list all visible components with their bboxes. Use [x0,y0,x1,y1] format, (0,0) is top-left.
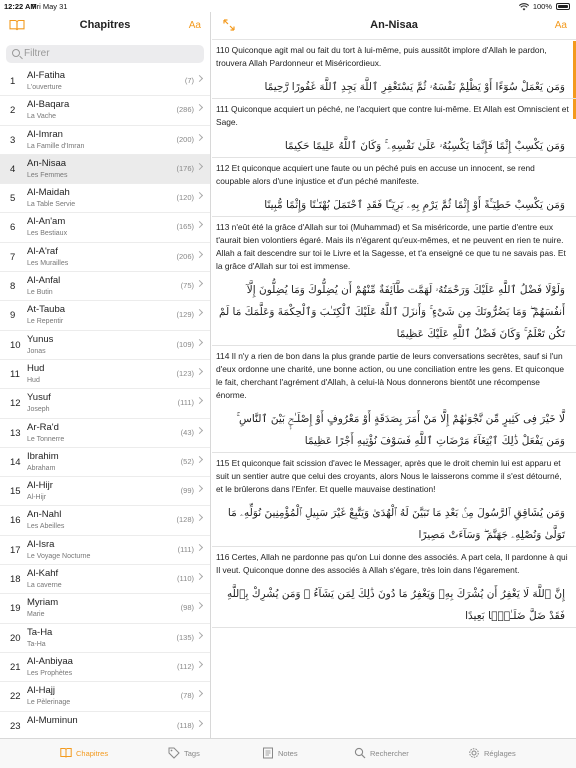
verse-block[interactable] [212,99,576,158]
chapter-subtitle: La Famille d'Imran [27,142,85,150]
chapter-name: Ibrahim [27,450,59,462]
chapter-name: An-Nahl [27,509,62,521]
verse-translation: 115 Et quiconque fait scission d'avec le Messager, après que le droit chemin lui est apparu et suit un sentier autre que celui des croyants, alors Nous le laisserons comme il s'est détourné, et le brûlerons dans l'Enfer. Et quelle mauvaise destination! [216,458,562,494]
chapter-subtitle: Les Prophètes [27,669,73,677]
verse-count: (200) [176,134,194,144]
verse-count: (98) [180,603,194,613]
chevron-right-icon [196,339,203,346]
chapter-subtitle: Les Abeilles [27,523,65,531]
chapter-name: Al-Isra [27,538,55,550]
chapter-name: Al-A'raf [27,245,58,257]
battery-icon [556,3,570,10]
chapter-name: An-Nisaa [27,157,67,169]
chapter-number: 13 [10,427,21,439]
chapter-subtitle: Les Murailles [27,259,69,267]
chapter-name: Ta-Ha [27,626,53,638]
verse-arabic: وَلَوْلَا فَضْلُ ٱللَّهِ عَلَيْكَ وَرَحْمَتُهُۥ لَهَمَّت طَّآئِفَةٌ مِّنْهُمْ أَن يُضِلُّوكَ وَمَا يُضِلُّونَ إِلَّآ أَنفُسَهُمْ ۖ وَمَا يَضُرُّونَكَ مِن شَىْءٍ ۚ وَأَنزَلَ ٱللَّهُ عَلَيْكَ ٱلْكِتَـٰبَ وَٱلْحِكْمَةَ وَعَلَّمَكَ مَا لَمْ تَكُن تَعْلَمُ ۚ وَكَانَ فَضْلُ ٱللَّهِ عَلَيْكَ عَظِيمًا [218,284,565,340]
chevron-right-icon [196,309,203,316]
chevron-right-icon [196,661,203,668]
verse-count: (128) [176,515,194,525]
chapter-number: 21 [10,661,21,673]
verse-translation: 111 Quiconque acquiert un péché, ne l'acquiert que contre lui-même. Et Allah est Omniscient et Sage. [216,104,569,127]
verse-count: (43) [180,427,194,437]
verse-arabic-row [216,583,569,627]
tab-reglages[interactable] [468,747,516,759]
status-right [519,2,570,11]
chapter-number: 2 [10,105,16,117]
chapter-number: 6 [10,222,16,234]
chapter-row[interactable] [0,682,210,711]
chapter-row[interactable] [0,360,210,389]
gear-icon [468,747,480,759]
reader-font-size-button[interactable]: Aa [554,20,567,31]
verse-block[interactable] [212,547,576,628]
chapter-subtitle: Hud [27,376,40,384]
chapter-number: 20 [10,632,21,644]
chapter-name: Al-Hijr [27,480,53,492]
verse-arabic-row [216,76,569,98]
verse-count: (7) [184,76,194,85]
verse-count: (111) [177,398,194,408]
chapter-name: Al-Hajj [27,685,55,697]
tab-bar [0,738,576,768]
chapter-row[interactable] [0,506,210,535]
chapter-row[interactable] [0,419,210,448]
chevron-right-icon [196,251,203,258]
chevron-right-icon [196,632,203,639]
book-icon [60,747,72,759]
chevron-right-icon [196,134,203,141]
chapter-row[interactable] [0,213,210,242]
chapter-row[interactable] [0,653,210,682]
search-icon [12,49,20,57]
verse-arabic: وَمَن يَكْسِبْ إِثْمًا فَإِنَّمَا يَكْسِبُهُۥ عَلَىٰ نَفْسِهِۦ ۚ وَكَانَ ٱللَّهُ عَلِيمًا حَكِيمًا [284,140,565,152]
chapter-subtitle: Le Voyage Nocturne [27,552,91,560]
verse-translation: 116 Certes, Allah ne pardonne pas qu'on Lui donne des associés. A part cela, Il pardonne à qui Il veut. Quiconque donne des associés à Allah s'égare, très loin dans l'égarement. [216,552,568,575]
font-size-button[interactable]: Aa [188,20,201,31]
chevron-right-icon [196,163,203,170]
verse-count: (176) [176,163,194,173]
chevron-right-icon [196,544,203,551]
chapter-number: 1 [10,76,16,87]
chapter-number: 7 [10,251,16,263]
chapter-number: 10 [10,339,21,351]
note-icon [262,747,274,759]
battery-percent: 100% [532,2,552,11]
verse-count: (111) [177,544,194,554]
chapter-name: Hud [27,362,45,374]
verse-arabic: وَمَن يَكْسِبْ خَطِيٓـَٔةً أَوْ إِثْمًا ثُمَّ يَرْمِ بِهِۦ بَرِيٓـًٔا فَقَدِ ٱحْتَمَلَ بُهْتَـٰنًا وَإِثْمًا مُّبِينًا [264,199,565,211]
verse-arabic: وَمَن يُشَاقِقِ ٱلرَّسُولَ مِنۢ بَعْدِ مَا تَبَيَّنَ لَهُ ٱلْهُدَىٰ وَيَتَّبِعْ غَيْرَ سَبِيلِ ٱلْمُؤْمِنِينَ نُوَلِّهِۦ مَا تَوَلَّىٰ وَنُصْلِهِۦ جَهَنَّمَ ۖ وَسَآءَتْ مَصِيرًا [227,507,565,541]
chapter-subtitle: Les Femmes [27,171,68,179]
wifi-icon [519,3,529,11]
verse-count: (110) [177,574,194,584]
chapter-number: 8 [10,281,16,293]
verse-arabic-row [216,408,569,452]
chapter-number: 22 [10,691,21,703]
chapter-name: Ar-Ra'd [27,421,59,433]
verse-block[interactable] [212,217,576,346]
chapter-number: 3 [10,134,16,146]
chapter-subtitle: Jonas [27,347,46,355]
verse-arabic: وَمَن يَعْمَلْ سُوٓءًا أَوْ يَظْلِمْ نَفْسَهُۥ ثُمَّ يَسْتَغْفِرِ ٱللَّهَ يَجِدِ ٱللَّهَ غَفُورًا رَّحِيمًا [264,81,565,93]
verse-translation: 110 Quiconque agit mal ou fait du tort à lui-même, puis aussitôt implore d'Allah le pardon, trouvera Allah Pardonneur et Miséricordieux. [216,45,547,68]
chapter-number: 19 [10,603,21,615]
chapter-number: 5 [10,193,16,205]
chapter-name: Myriam [27,597,59,609]
verse-block[interactable] [212,158,576,217]
chapter-number: 14 [10,456,21,468]
verse-count: (286) [176,105,194,115]
chapter-number: 12 [10,398,21,410]
chapter-number: 4 [10,163,16,175]
chevron-right-icon [196,75,203,82]
chapter-row[interactable] [0,389,210,418]
chapter-row[interactable] [0,565,210,594]
chapter-subtitle: Al-Hijr [27,494,47,502]
chapter-subtitle: Marie [27,611,45,619]
chapter-name: Al-Muminun [27,714,78,726]
tab-rechercher[interactable] [354,747,409,759]
chapter-name: Yunus [27,333,54,345]
chapter-subtitle: L'ouverture [27,84,62,91]
verse-block[interactable] [212,453,576,547]
chapter-number: 17 [10,544,21,556]
chapter-subtitle: La caverne [27,582,62,590]
verse-count: (135) [176,632,194,642]
filter-placeholder: Filtrer [24,48,50,59]
chevron-right-icon [196,280,203,287]
chapter-subtitle: La Table Servie [27,201,76,209]
verse-translation: 113 n'eût été la grâce d'Allah sur toi (Muhammad) et Sa miséricorde, une partie d'entre eux t'aurait bien volontiers égaré. Mais ils n'égarent qu'eux-mêmes, et ne peuvent en rien te nuire. Allah a fait descendre sur toi le Livre et la Sagesse, et t'a enseigné ce que tu ne savais pas. Et la grâce d'Allah sur toi est immense. [216,222,566,271]
chapter-row[interactable] [0,594,210,623]
verse-count: (120) [176,193,194,203]
chapter-number: 16 [10,515,21,527]
chapter-row[interactable] [0,331,210,360]
verse-count: (118) [177,720,194,730]
chapter-row[interactable] [0,96,210,125]
chapter-subtitle: Joseph [27,406,50,414]
chapter-row[interactable] [0,624,210,653]
verse-arabic: إِنَّ ٱللَّهَ لَا يَغْفِرُ أَن يُشْرَكَ بِهِۦ وَيَغْفِرُ مَا دُونَ ذَٰلِكَ لِمَن يَشَآءُ ۚ وَمَن يُشْرِكْ بِٱللَّهِ فَقَدْ ضَلَّ ضَلَـٰلًۢا بَعِيدًا [226,588,565,622]
chapter-name: Yusuf [27,392,51,404]
chevron-right-icon [196,602,203,609]
verse-count: (75) [180,281,194,291]
chevron-right-icon [196,104,203,111]
chapter-name: Al-Imran [27,128,63,140]
chapter-row[interactable] [0,126,210,155]
tab-label: Notes [278,748,298,758]
tab-label: Chapitres [76,748,109,758]
chapter-subtitle: Le Repentir [27,318,64,326]
chapter-row[interactable] [0,536,210,565]
chevron-right-icon [196,397,203,404]
verse-count: (123) [176,368,194,378]
chapter-subtitle: La Vache [27,113,57,121]
chapter-name: Al-Baqara [27,99,70,111]
chapter-name: Al-Kahf [27,568,59,580]
chapters-header [0,12,210,40]
chapter-row[interactable] [0,184,210,213]
chapter-name: Al-Maidah [27,187,70,199]
chapter-number: 18 [10,574,21,586]
chevron-right-icon [196,719,203,726]
verse-count: (129) [176,310,194,320]
tab-label: Rechercher [370,748,409,758]
chapter-row[interactable] [0,155,210,184]
search-icon [354,747,366,759]
verse-arabic-row [216,194,569,216]
chapters-title: Chapitres [79,19,131,31]
surah-title: An-Nisaa [370,19,418,31]
tab-chapitres[interactable] [60,747,108,759]
chevron-right-icon [196,456,203,463]
chapter-name: Al-Fatiha [27,70,66,81]
verse-count: (112) [177,661,194,671]
chapter-number: 9 [10,310,16,322]
verse-arabic-row [216,135,569,157]
chapters-pane [0,12,211,738]
chapter-number: 11 [10,368,20,380]
status-bar [0,0,576,12]
status-time: 12:22 AM [4,2,37,11]
chapter-subtitle: Ta-Ha [27,640,46,648]
chapter-row[interactable] [0,243,210,272]
verse-count: (165) [176,222,194,232]
chapter-row[interactable] [0,67,210,96]
chapter-number: 15 [10,486,21,498]
chapter-subtitle: Les Bestiaux [27,230,68,238]
verse-translation: 114 Il n'y a rien de bon dans la plus grande partie de leurs conversations secrètes, sauf si l'un d'eux ordonne une charité, une bonne action, ou une conciliation entre les gens. Et quiconque le fait, cherchant l'agrément d'Allah, à celui-là Nous donnerons bientôt une récompense énorme. [216,351,565,400]
chapter-subtitle: Le Tonnerre [27,435,65,443]
chapter-subtitle: Abraham [27,464,56,472]
verse-count: (99) [180,486,194,496]
chevron-right-icon [196,573,203,580]
verse-count: (109) [176,339,194,349]
tab-label: Réglages [484,748,516,758]
chapter-row[interactable] [0,712,210,738]
chapter-row[interactable] [0,301,210,330]
chapter-name: Al-Anbiyaa [27,655,73,667]
chapter-name: Al-Anfal [27,275,61,287]
chapter-row[interactable] [0,272,210,301]
verse-block[interactable] [212,346,576,453]
chapter-row[interactable] [0,477,210,506]
tab-label: Tags [184,748,200,758]
chevron-right-icon [196,427,203,434]
verse-count: (52) [180,456,194,466]
chevron-right-icon [196,368,203,375]
chapter-name: At-Tauba [27,304,66,316]
verse-translation: 112 Et quiconque acquiert une faute ou un péché puis en accuse un innocent, se rend coupable alors d'une injustice et d'un péché manifeste. [216,163,535,186]
tag-icon [168,747,180,759]
verse-block[interactable] [212,40,576,99]
tab-notes[interactable] [262,747,298,759]
reader-pane [212,12,576,738]
verse-count: (206) [176,251,194,261]
chapter-subtitle: Le Butin [27,289,53,297]
chevron-right-icon [196,221,203,228]
verse-arabic: لَّا خَيْرَ فِى كَثِيرٍ مِّن نَّجْوَىٰهُمْ إِلَّا مَنْ أَمَرَ بِصَدَقَةٍ أَوْ مَعْرُوفٍ أَوْ إِصْلَـٰحٍۭ بَيْنَ ٱلنَّاسِ ۚ وَمَن يَفْعَلْ ذَٰلِكَ ٱبْتِغَآءَ مَرْضَاتِ ٱللَّهِ فَسَوْفَ نُؤْتِيهِ أَجْرًا عَظِيمًا [236,413,565,447]
status-date: Fri May 31 [32,2,68,11]
chapter-number: 23 [10,720,21,732]
verse-list [212,40,576,628]
chapter-name: Al-An'am [27,216,66,228]
chapter-row[interactable] [0,448,210,477]
reader-header [212,12,576,40]
verse-count: (78) [180,691,194,701]
filter-search[interactable] [6,45,204,63]
chapter-list [0,67,210,738]
chevron-right-icon [196,485,203,492]
chapter-subtitle: Le Pèlerinage [27,699,71,707]
tab-tags[interactable] [168,747,200,759]
chevron-right-icon [196,192,203,199]
chevron-right-icon [196,514,203,521]
verse-arabic-row [216,279,569,345]
chevron-right-icon [196,690,203,697]
verse-arabic-row [216,502,569,546]
